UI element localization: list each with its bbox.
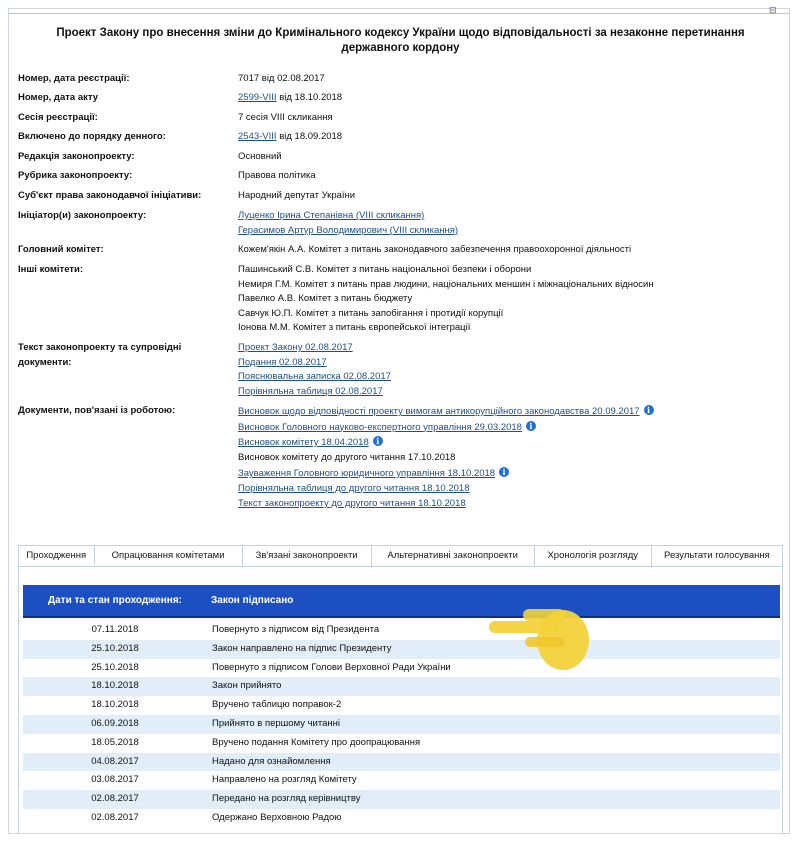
top-border <box>8 8 790 14</box>
agenda-link[interactable]: 2543-VIII <box>238 131 277 142</box>
row-status: Прийнято в першому читанні <box>212 717 340 729</box>
row-date: 18.05.2018 <box>91 736 139 748</box>
tab-chronology[interactable]: Хронологія розгляду <box>535 546 652 566</box>
main-committee-value: Кожем'якін А.А. Комітет з питань законодавчого забезпечення правоохоронної діяльності <box>238 244 632 255</box>
act-value <box>238 92 342 104</box>
info-icon[interactable]: i <box>526 421 536 431</box>
hand-finger <box>489 621 559 633</box>
status-table <box>23 621 780 828</box>
tab-bar <box>18 545 783 567</box>
text-docs-label <box>18 342 228 369</box>
page-title: Проект Закону про внесення зміни до Кримінального кодексу України щодо відповідальності за незаконне перетинання державного кордону <box>56 27 745 54</box>
header-status: Закон підписано <box>211 595 294 606</box>
text-doc-link[interactable]: Проект Закону 02.08.2017 <box>238 342 353 353</box>
row-status: Закон направлено на підпис Президенту <box>212 642 392 654</box>
row-status: Вручено таблицю поправок-2 <box>212 699 342 711</box>
text-docs-label-line: Текст законопроекту та супровідні <box>18 342 182 353</box>
rubric-label: Рубрика законопроекту: <box>18 170 133 181</box>
related-doc-link[interactable]: Порівняльна таблиця до другого читання 18.10.2018 <box>238 482 470 494</box>
table-row <box>23 753 780 772</box>
act-label: Номер, дата акту <box>18 92 99 103</box>
edition-label: Редакція законопроекту: <box>18 151 135 162</box>
table-row <box>23 659 780 678</box>
reg-value: 7017 від 02.08.2017 <box>238 73 325 84</box>
row-date: 02.08.2017 <box>91 793 139 805</box>
table-row <box>23 677 780 696</box>
table-row <box>23 734 780 753</box>
row-status: Одержано Верховною Радою <box>212 811 342 823</box>
tab-alternative-bills[interactable]: Альтернативні законопроекти <box>372 546 535 566</box>
tab-committees[interactable]: Опрацювання комітетами <box>95 546 243 566</box>
table-row <box>23 696 780 715</box>
row-status: Надано для ознайомлення <box>212 755 331 767</box>
row-date: 18.10.2018 <box>91 699 139 711</box>
row-status: Вручено подання Комітету про доопрацювання <box>212 736 421 748</box>
pointing-hand-icon <box>485 603 595 678</box>
row-status: Закон прийнято <box>212 680 282 692</box>
row-date: 06.09.2018 <box>91 717 139 729</box>
committee-item: Іонова М.М. Комітет з питань європейської інтеграції <box>238 322 471 334</box>
text-docs-list <box>238 342 391 400</box>
committee-item: Савчук Ю.П. Комітет з питань запобігання і протидії корупції <box>238 307 504 319</box>
agenda-label: Включено до порядку денного: <box>18 131 166 142</box>
subject-value: Народний депутат України <box>238 190 356 201</box>
table-row <box>23 809 780 828</box>
related-doc-text: Висновок комітету до другого читання 17.10.2018 <box>238 451 456 463</box>
initiators-label: Ініціатор(и) законопроекту: <box>18 210 147 221</box>
info-icon[interactable]: i <box>644 405 654 415</box>
related-doc-link[interactable]: Текст законопроекту до другого читання 18.10.2018 <box>238 498 466 509</box>
session-label: Сесія реєстрації: <box>18 112 98 123</box>
info-icon[interactable]: i <box>373 436 383 446</box>
table-header <box>23 585 780 618</box>
tab-passage[interactable]: Проходження <box>19 546 95 566</box>
hand-thumb <box>523 609 565 621</box>
row-status: Направлено на розгляд Комітету <box>212 774 357 786</box>
related-doc-link[interactable]: Висновок комітету 18.04.2018 <box>238 437 369 448</box>
text-doc-link[interactable]: Пояснювальна записка 02.08.2017 <box>238 371 391 383</box>
related-docs-list <box>238 405 654 514</box>
row-date: 25.10.2018 <box>91 642 139 654</box>
related-doc-link[interactable]: Висновок Головного науково-експертного управління 29.03.2018 <box>238 421 522 433</box>
agenda-value <box>238 131 342 143</box>
header-dates: Дати та стан проходження: <box>48 595 182 606</box>
related-doc-link[interactable]: Висновок щодо відповідності проекту вимогам антикорупційного законодавства 20.09.2017 <box>238 406 640 417</box>
row-date: 02.08.2017 <box>91 811 139 823</box>
subject-label: Суб'єкт права законодавчої ініціативи: <box>18 190 202 201</box>
row-status: Повернуто з підписом Голови Верховної Ради України <box>212 661 451 673</box>
collapse-icon[interactable]: ⊟ <box>769 5 777 15</box>
act-date: від 18.10.2018 <box>279 92 343 103</box>
act-link[interactable]: 2599-VIII <box>238 92 277 103</box>
related-docs-label: Документи, пов'язані із роботою: <box>18 405 176 416</box>
agenda-date: від 18.09.2018 <box>279 131 343 142</box>
row-date: 03.08.2017 <box>91 774 139 786</box>
committee-item: Павелко А.В. Комітет з питань бюджету <box>238 293 413 305</box>
session-value: 7 сесія VIII скликання <box>238 112 333 123</box>
text-docs-label-line: документи: <box>18 357 72 368</box>
initiator-link[interactable]: Луценко Ірина Степанівна (VIII скликання) <box>238 210 425 221</box>
row-date: 18.10.2018 <box>91 680 139 692</box>
committee-item: Немиря Г.М. Комітет з питань прав людини, національних меншин і міжнаціональних відносин <box>238 278 654 290</box>
table-row <box>23 640 780 659</box>
text-doc-link[interactable]: Порівняльна таблиця 02.08.2017 <box>238 385 383 397</box>
related-doc-link[interactable]: Зауваження Головного юридичного управління 18.10.2018 <box>238 468 496 479</box>
row-date: 25.10.2018 <box>91 661 139 673</box>
row-date: 04.08.2017 <box>91 755 139 767</box>
edition-value: Основний <box>238 151 282 162</box>
row-status: Повернуто з підписом від Президента <box>212 624 380 635</box>
hand-knuckle <box>525 637 565 647</box>
row-status: Передано на розгляд керівництву <box>212 793 361 805</box>
initiator-link[interactable]: Герасимов Артур Володимирович (VIII скликання) <box>238 224 459 236</box>
text-doc-link[interactable]: Подання 02.08.2017 <box>238 356 327 368</box>
committee-item: Пашинський С.В. Комітет з питань національної безпеки і оборони <box>238 264 532 275</box>
table-row <box>23 771 780 790</box>
initiators-list <box>238 210 458 239</box>
main-committee-label: Головний комітет: <box>18 244 104 255</box>
table-row <box>23 790 780 809</box>
reg-label: Номер, дата реєстрації: <box>18 73 130 84</box>
tab-voting-results[interactable]: Результати голосування <box>664 550 770 561</box>
other-committees-label: Інші комітети: <box>18 264 84 275</box>
table-row <box>23 621 780 640</box>
rubric-value: Правова політика <box>238 170 316 181</box>
table-row <box>23 715 780 734</box>
info-icon[interactable]: i <box>499 467 509 477</box>
tab-linked-bills[interactable]: Зв'язані законопроекти <box>243 546 372 566</box>
other-committees-list <box>238 264 654 337</box>
row-date: 07.11.2018 <box>91 624 139 635</box>
